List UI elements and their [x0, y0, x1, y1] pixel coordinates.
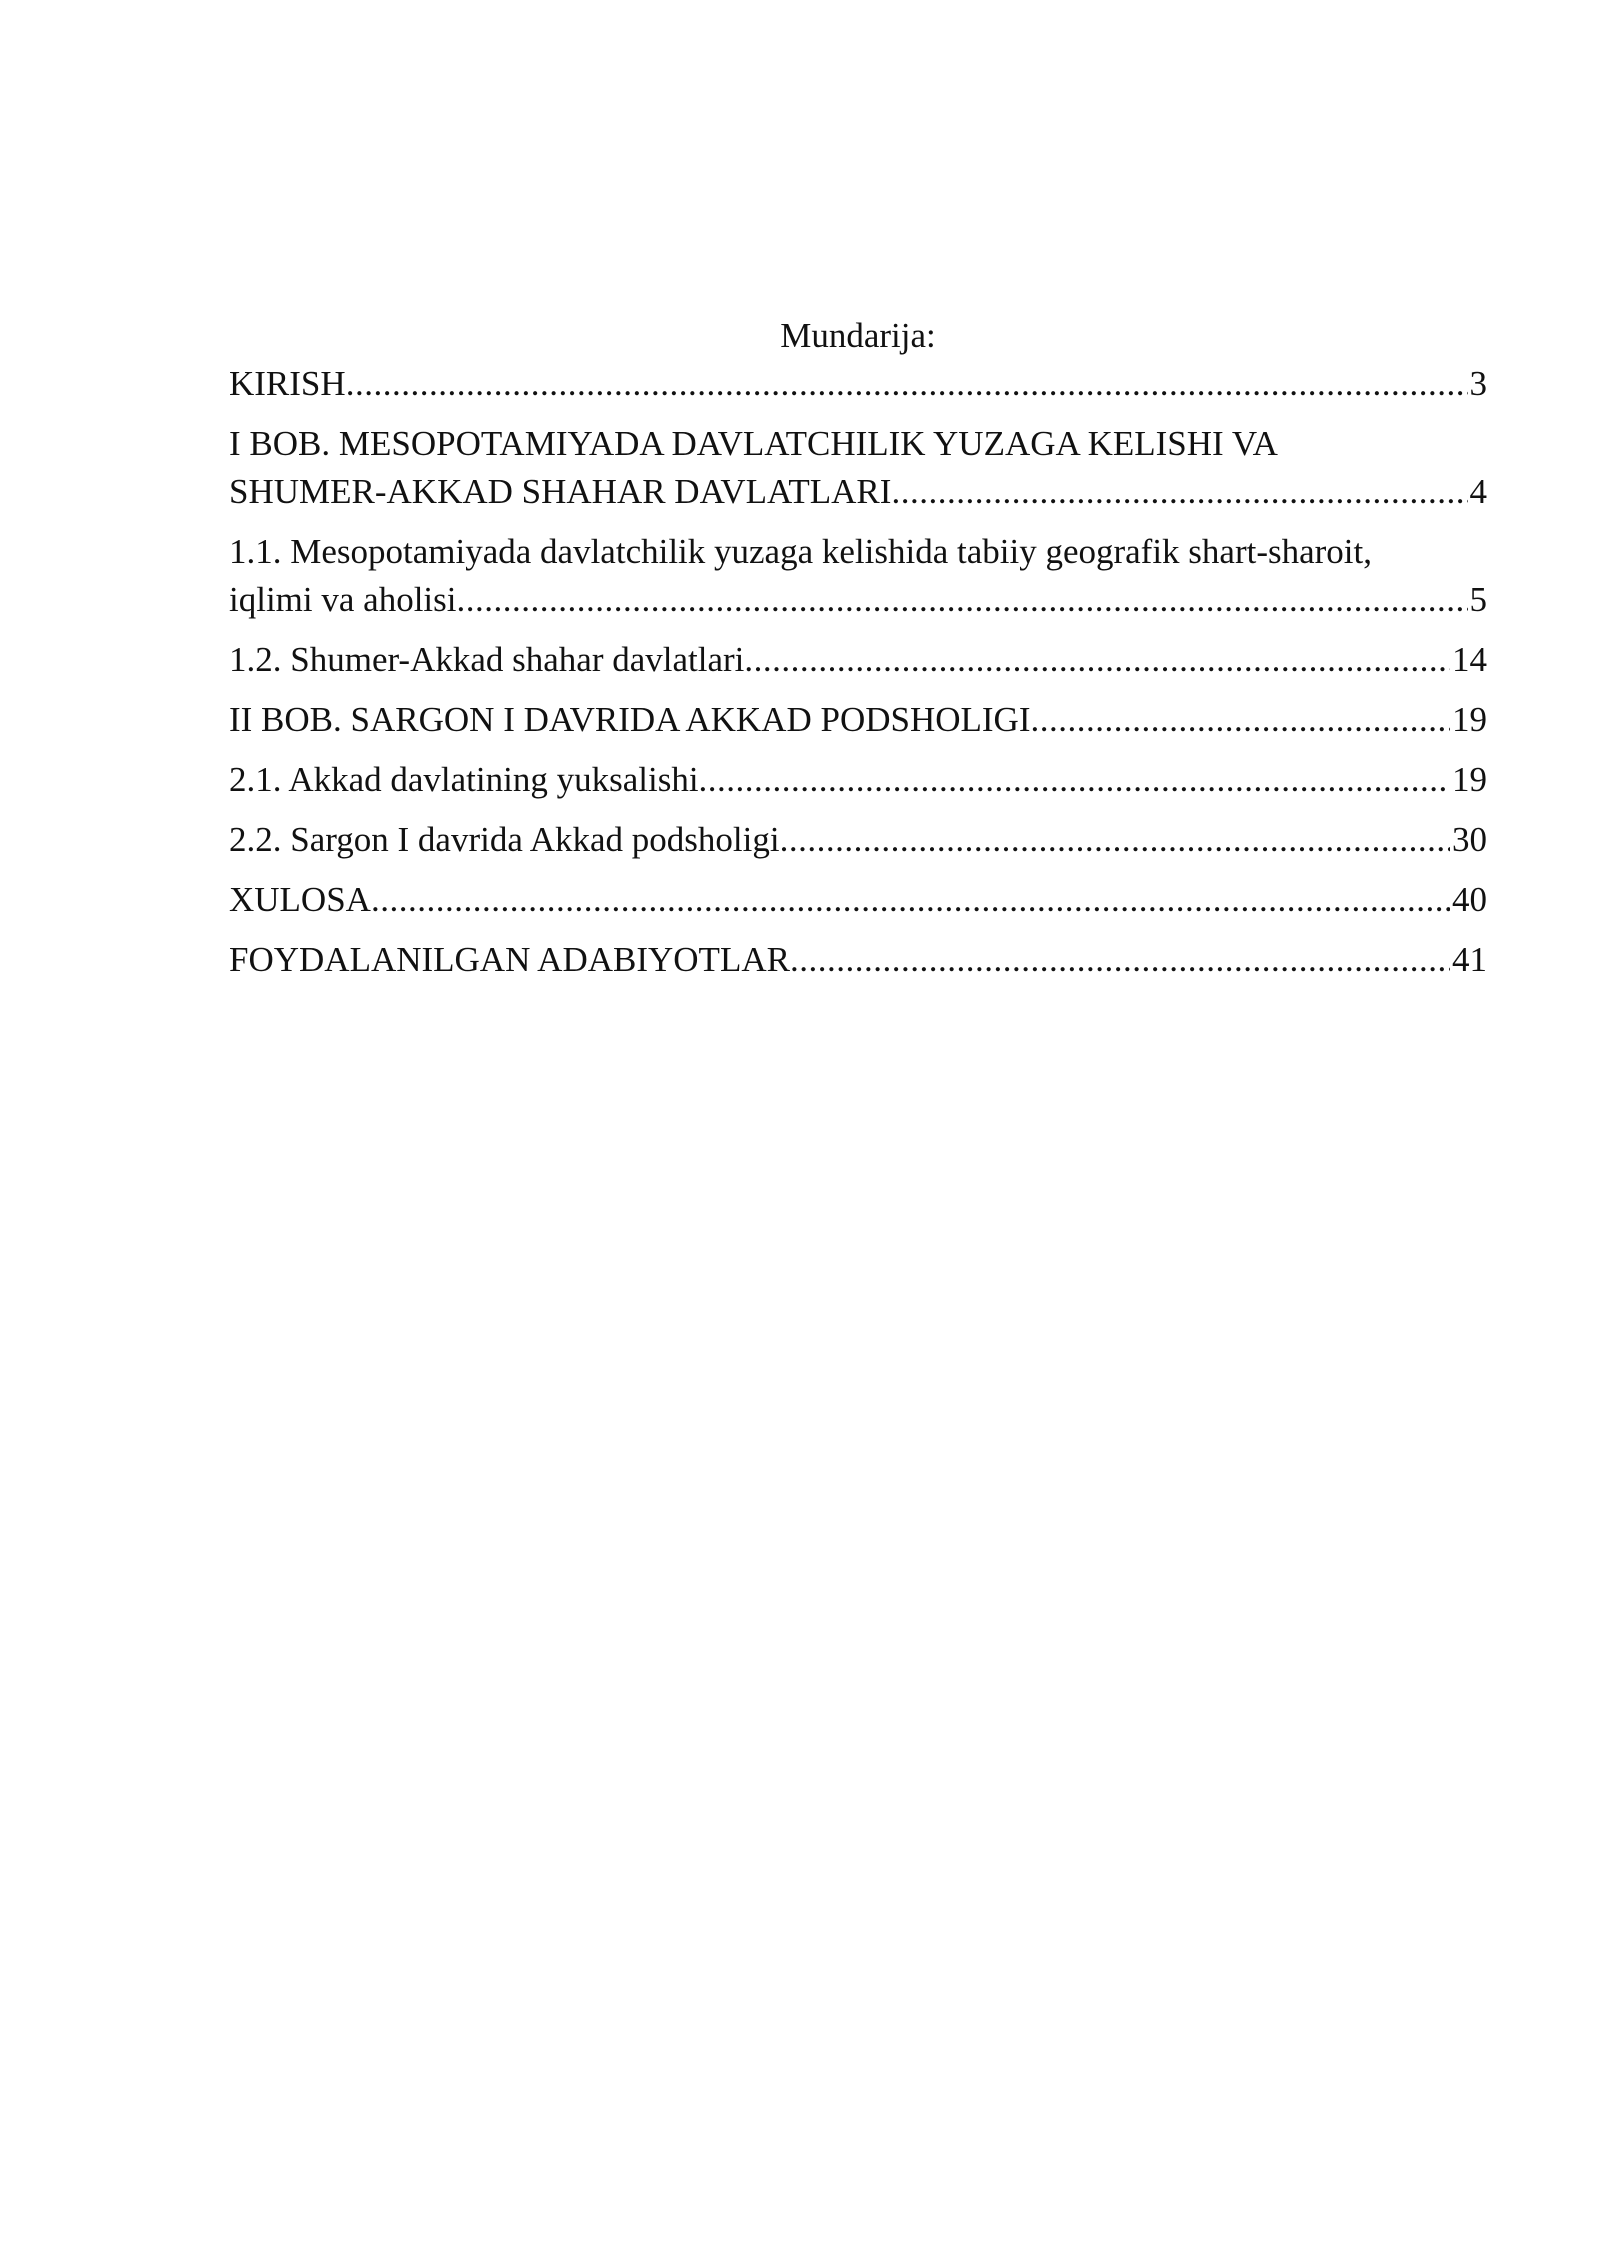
toc-entry-label-line1: I BOB. MESOPOTAMIYADA DAVLATCHILIK YUZAGA KELISHI VA: [229, 424, 1278, 463]
toc-title: Mundarija:: [780, 316, 936, 355]
dot-leader: [1030, 696, 1450, 744]
toc-entry-label: 2.1. Akkad davlatining yuksalishi: [229, 760, 699, 799]
toc-entry-chapter-1[interactable]: [229, 420, 1487, 516]
toc-page-number: 5: [1469, 580, 1487, 619]
toc-page-number: 19: [1452, 760, 1487, 799]
toc-page-number: 14: [1452, 640, 1487, 679]
toc-entry-label: XULOSA: [229, 880, 371, 919]
dot-leader: [346, 360, 1468, 408]
toc-entry-section-2-2[interactable]: [229, 816, 1487, 864]
dot-leader: [699, 756, 1450, 804]
toc-page-number: 41: [1452, 940, 1487, 979]
toc-page-number: 30: [1452, 820, 1487, 859]
toc-entry-label: KIRISH: [229, 364, 346, 403]
toc-entry-chapter-2[interactable]: [229, 696, 1487, 744]
toc-page-number: 19: [1452, 700, 1487, 739]
dot-leader: [780, 816, 1450, 864]
dot-leader: [456, 576, 1467, 624]
toc-entry-label: FOYDALANILGAN ADABIYOTLAR: [229, 940, 790, 979]
toc-entry-section-2-1[interactable]: [229, 756, 1487, 804]
dot-leader: [891, 468, 1467, 516]
toc-entry-label: 1.2. Shumer-Akkad shahar davlatlari: [229, 640, 745, 679]
toc-entry-references[interactable]: [229, 936, 1487, 984]
toc-entry-section-1-2[interactable]: [229, 636, 1487, 684]
toc-entry-label: II BOB. SARGON I DAVRIDA AKKAD PODSHOLIGI: [229, 700, 1031, 739]
toc-entry-xulosa[interactable]: [229, 876, 1487, 924]
toc-entry-label: SHUMER-AKKAD SHAHAR DAVLATLARI: [229, 472, 892, 511]
toc-entry-label-line1: 1.1. Mesopotamiyada davlatchilik yuzaga kelishida tabiiy geografik shart-sharoit,: [229, 532, 1373, 571]
toc-entry-kirish[interactable]: [229, 360, 1487, 408]
toc-entry-label: 2.2. Sargon I davrida Akkad podsholigi: [229, 820, 780, 859]
toc-page-number: 40: [1452, 880, 1487, 919]
dot-leader: [371, 876, 1450, 924]
dot-leader: [790, 936, 1450, 984]
toc-entry-label: iqlimi va aholisi: [229, 580, 457, 619]
toc-page-number: 3: [1469, 364, 1487, 403]
toc-entry-section-1-1[interactable]: [229, 528, 1487, 624]
toc-page-number: 4: [1469, 472, 1487, 511]
table-of-contents: [229, 312, 1487, 984]
dot-leader: [744, 636, 1450, 684]
